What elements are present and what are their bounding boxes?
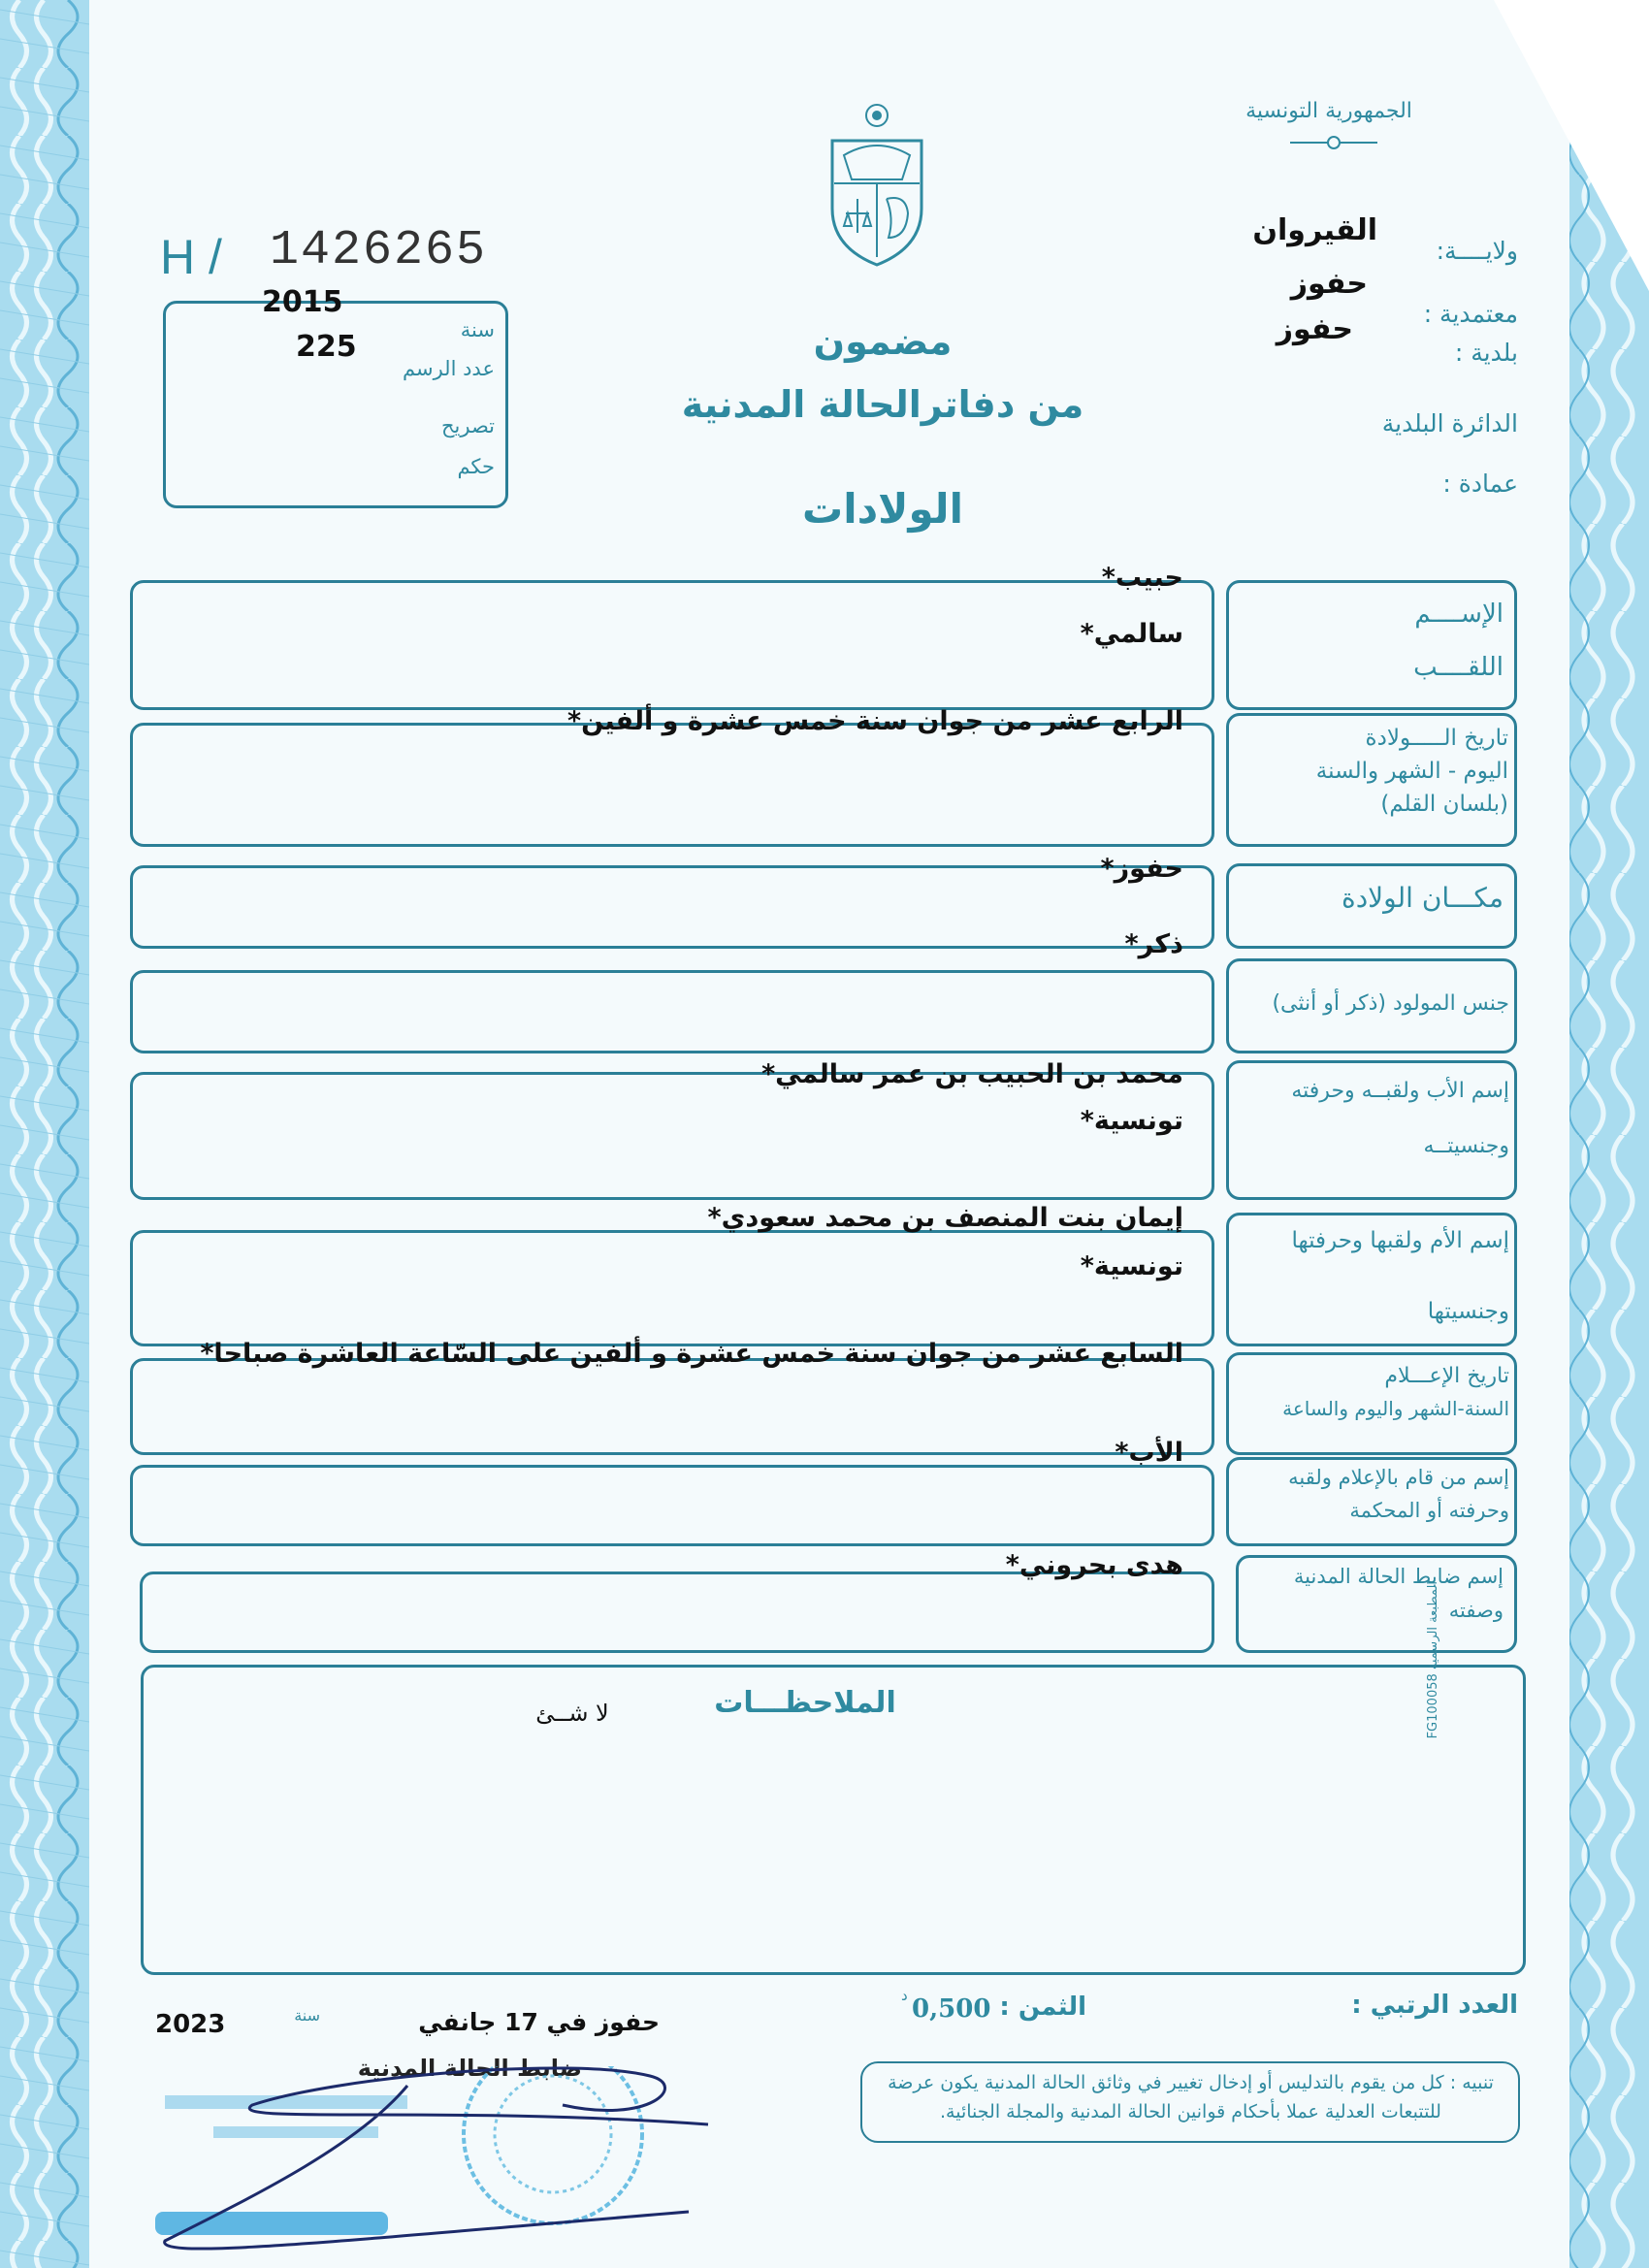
serial-number: 1426265 (270, 223, 488, 278)
label-mother-nationality: وجنسيتها (1427, 1299, 1509, 1324)
value-birth-place: حفوز* (1100, 854, 1183, 884)
value-mother-nationality: تونسية* (1080, 1251, 1183, 1281)
label-sex: جنس المولود (ذكر أو أنثى) (1272, 991, 1509, 1016)
value-officer: هدى بحروني* (1005, 1550, 1183, 1580)
governorate-value: القيروان (1252, 213, 1377, 247)
delegation-value: حفوز (1290, 267, 1368, 301)
officer-title: ضابط الحالة المدنية (357, 2055, 582, 2082)
declaration-label: تصريح (440, 414, 495, 437)
value-box-sex (130, 970, 1214, 1053)
legal-notice: تنبيه : كل من يقوم بالتدليس أو إدخال تغيير في وثائق الحالة المدنية يكون عرضة للتتبعات العدلية عملا بأحكام قوانين الحالة المدنية والمجلة الجنائية. (888, 2072, 1494, 2123)
delegation-label: معتمدية : (1423, 300, 1518, 328)
label-officer: إسم ضابط الحالة المدنية (1293, 1565, 1504, 1588)
value-declaration-date: السابع عشر من جوان سنة خمس عشرة و ألفين على السّاعة العاشرة صباحا* (200, 1339, 1183, 1369)
act-number-label: عدد الرسم (403, 357, 495, 380)
price-label: الثمن : (999, 1993, 1086, 2022)
order-number-label: العدد الرتبي : (1351, 1991, 1518, 2020)
issue-year: 2023 (155, 2010, 226, 2039)
label-officer-sub: وصفته (1448, 1599, 1504, 1622)
title-civil-registry: من دفاترالحالة المدنية (681, 383, 1084, 426)
serial-prefix: H / (160, 230, 222, 284)
value-sex: ذكر* (1124, 929, 1183, 959)
label-declarant-sub: وحرفته أو المحكمة (1349, 1499, 1509, 1522)
tunisia-coat-of-arms-icon (824, 102, 929, 269)
label-declaration-date-sub: السنة-الشهر واليوم والساعة (1282, 1397, 1509, 1420)
issue-place-date: حفوز في 17 جانفي (418, 2008, 660, 2036)
value-box-officer (140, 1571, 1214, 1653)
label-surname: اللقــــب (1413, 653, 1504, 682)
label-birth-place: مكـــان الولادة (1342, 882, 1504, 914)
guilloche-border-right (1569, 0, 1649, 2268)
divider-ornament (1327, 136, 1341, 149)
label-declarant: إسم من قام بالإعلام ولقبه (1288, 1466, 1509, 1489)
printer-code: المطبعة الرسمية FG100058 (1426, 1581, 1440, 1739)
label-father: إسم الأب ولقبــه وحرفته (1291, 1079, 1509, 1103)
title-births: الولادات (802, 485, 963, 533)
value-father: محمد بن الحبيب بن عمر سالمي* (761, 1059, 1183, 1089)
price-unit: د (901, 1987, 908, 2004)
value-first-name: حبيب* (1101, 563, 1183, 593)
label-first-name: الإســــم (1414, 599, 1504, 629)
official-stamp-and-signature-icon (146, 2066, 728, 2265)
remarks-label: الملاحظـــات (714, 1686, 896, 1720)
title-extract: مضمون (813, 320, 953, 363)
label-birth-date-sub: اليوم - الشهر والسنة (1315, 759, 1508, 784)
label-father-nationality: وجنسيتــه (1423, 1134, 1509, 1158)
value-box-mother (130, 1230, 1214, 1346)
label-mother: إسم الأم ولقبها وحرفتها (1291, 1228, 1509, 1253)
year-label: سنة (460, 318, 495, 341)
municipality-value: حفوز (1276, 312, 1353, 346)
label-birth-date: تاريخ الـــــولادة (1365, 726, 1508, 751)
value-surname: سالمي* (1080, 619, 1183, 649)
value-birth-date: الرابع عشر من جوان سنة خمس عشرة و ألفين* (566, 706, 1183, 736)
district-label: الدائرة البلدية (1381, 409, 1518, 437)
issue-year-label: سنة (294, 2006, 320, 2025)
value-mother: إيمان بنت المنصف بن محمد سعودي* (707, 1203, 1183, 1233)
year-value: 2015 (262, 285, 343, 319)
remarks-value: لا شــئ (535, 1700, 609, 1727)
value-box-declarant (130, 1465, 1214, 1546)
value-father-nationality: تونسية* (1080, 1106, 1183, 1136)
sector-label: عمادة : (1442, 470, 1518, 498)
republic-heading: الجمهورية التونسية (1245, 99, 1412, 123)
label-birth-date-note: (بلسان القلم) (1380, 792, 1508, 817)
judgment-label: حكم (457, 455, 495, 478)
guilloche-border-left (0, 0, 89, 2268)
value-box-birth-date (130, 723, 1214, 847)
value-declarant: الأب* (1115, 1438, 1183, 1468)
value-box-father (130, 1072, 1214, 1200)
municipality-label: بلدية : (1454, 339, 1518, 367)
governorate-label: ولايــــة: (1436, 237, 1518, 265)
label-declaration-date: تاريخ الإعـــلام (1384, 1364, 1509, 1388)
act-number-value: 225 (296, 330, 357, 364)
price-value: 0,500 (912, 1994, 991, 2024)
